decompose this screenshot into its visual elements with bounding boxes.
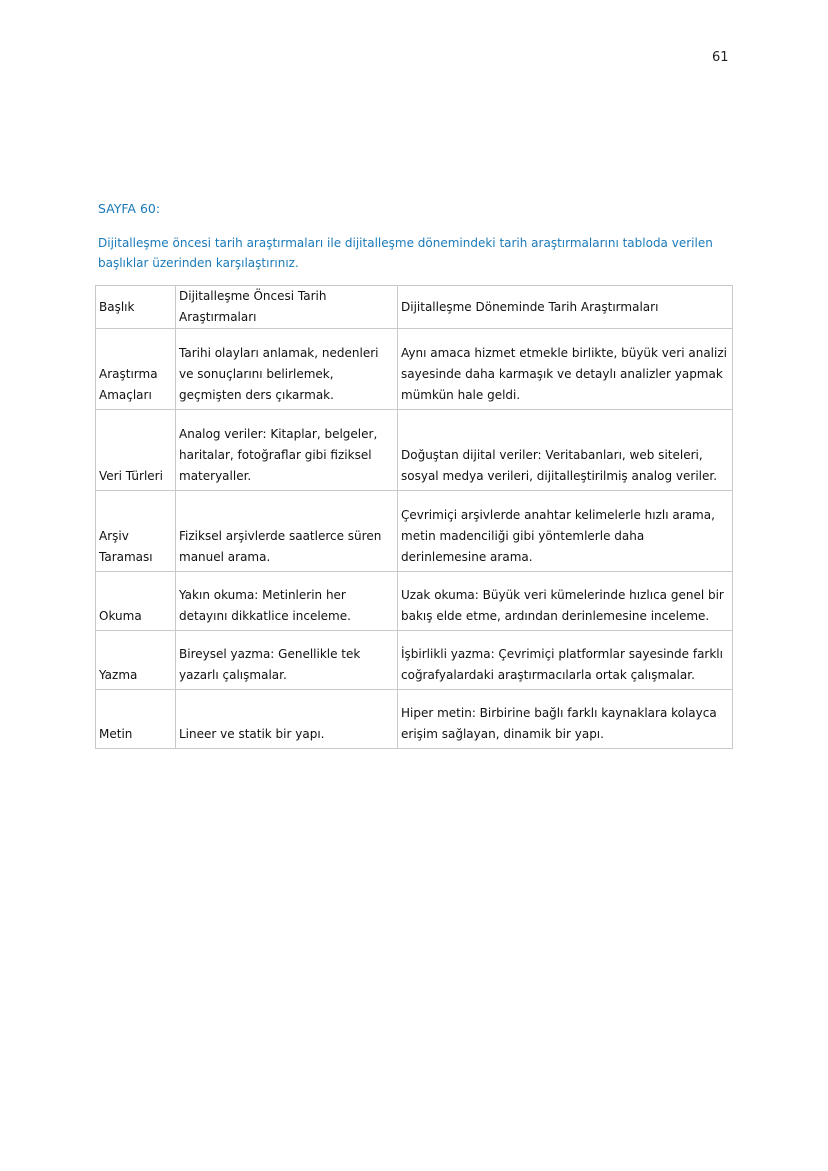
- table-row: [96, 572, 733, 631]
- row-title: Arşiv Taraması: [96, 491, 176, 572]
- before-digital-cell: Fiziksel arşivlerde saatlerce süren manuel arama.: [176, 491, 398, 572]
- digital-era-cell: Doğuştan dijital veriler: Veritabanları, web siteleri, sosyal medya verileri, dijitalleştirilmiş analog veriler.: [398, 410, 733, 491]
- page-number: 61: [712, 50, 729, 65]
- table-header-row: [96, 286, 733, 329]
- digital-era-cell: İşbirlikli yazma: Çevrimiçi platformlar sayesinde farklı coğrafyalardaki araştırmacılarla ortak çalışmalar.: [398, 631, 733, 690]
- header-title: Başlık: [96, 286, 176, 329]
- table-row: [96, 631, 733, 690]
- before-digital-cell: Tarihi olayları anlamak, nedenleri ve sonuçlarını belirlemek, geçmişten ders çıkarmak.: [176, 329, 398, 410]
- instruction-text: Dijitalleşme öncesi tarih araştırmaları ile dijitalleşme dönemindeki tarih araştırmalarını tabloda verilen başlıklar üzerinden karşılaştırınız.: [98, 236, 713, 270]
- header-digital-era: Dijitalleşme Döneminde Tarih Araştırmaları: [398, 286, 733, 329]
- before-digital-cell: Yakın okuma: Metinlerin her detayını dikkatlice inceleme.: [176, 572, 398, 631]
- digital-era-cell: Hiper metin: Birbirine bağlı farklı kaynaklara kolayca erişim sağlayan, dinamik bir yapı.: [398, 690, 733, 749]
- table-row: [96, 410, 733, 491]
- before-digital-cell: Bireysel yazma: Genellikle tek yazarlı çalışmalar.: [176, 631, 398, 690]
- row-title: Veri Türleri: [96, 410, 176, 491]
- before-digital-cell: Lineer ve statik bir yapı.: [176, 690, 398, 749]
- section-heading: SAYFA 60:: [98, 201, 161, 216]
- before-digital-cell: Analog veriler: Kitaplar, belgeler, haritalar, fotoğraflar gibi fiziksel materyaller.: [176, 410, 398, 491]
- digital-era-cell: Aynı amaca hizmet etmekle birlikte, büyük veri analizi sayesinde daha karmaşık ve detaylı analizler yapmak mümkün hale geldi.: [398, 329, 733, 410]
- header-before-digital: Dijitalleşme Öncesi Tarih Araştırmaları: [176, 286, 398, 329]
- table-row: [96, 690, 733, 749]
- row-title: Okuma: [96, 572, 176, 631]
- table-row: [96, 491, 733, 572]
- row-title: Yazma: [96, 631, 176, 690]
- row-title: Metin: [96, 690, 176, 749]
- comparison-table: [95, 285, 733, 749]
- row-title: Araştırma Amaçları: [96, 329, 176, 410]
- digital-era-cell: Uzak okuma: Büyük veri kümelerinde hızlıca genel bir bakış elde etme, ardından derinlemesine inceleme.: [398, 572, 733, 631]
- digital-era-cell: Çevrimiçi arşivlerde anahtar kelimelerle hızlı arama, metin madenciliği gibi yöntemlerle daha derinlemesine arama.: [398, 491, 733, 572]
- table-row: [96, 329, 733, 410]
